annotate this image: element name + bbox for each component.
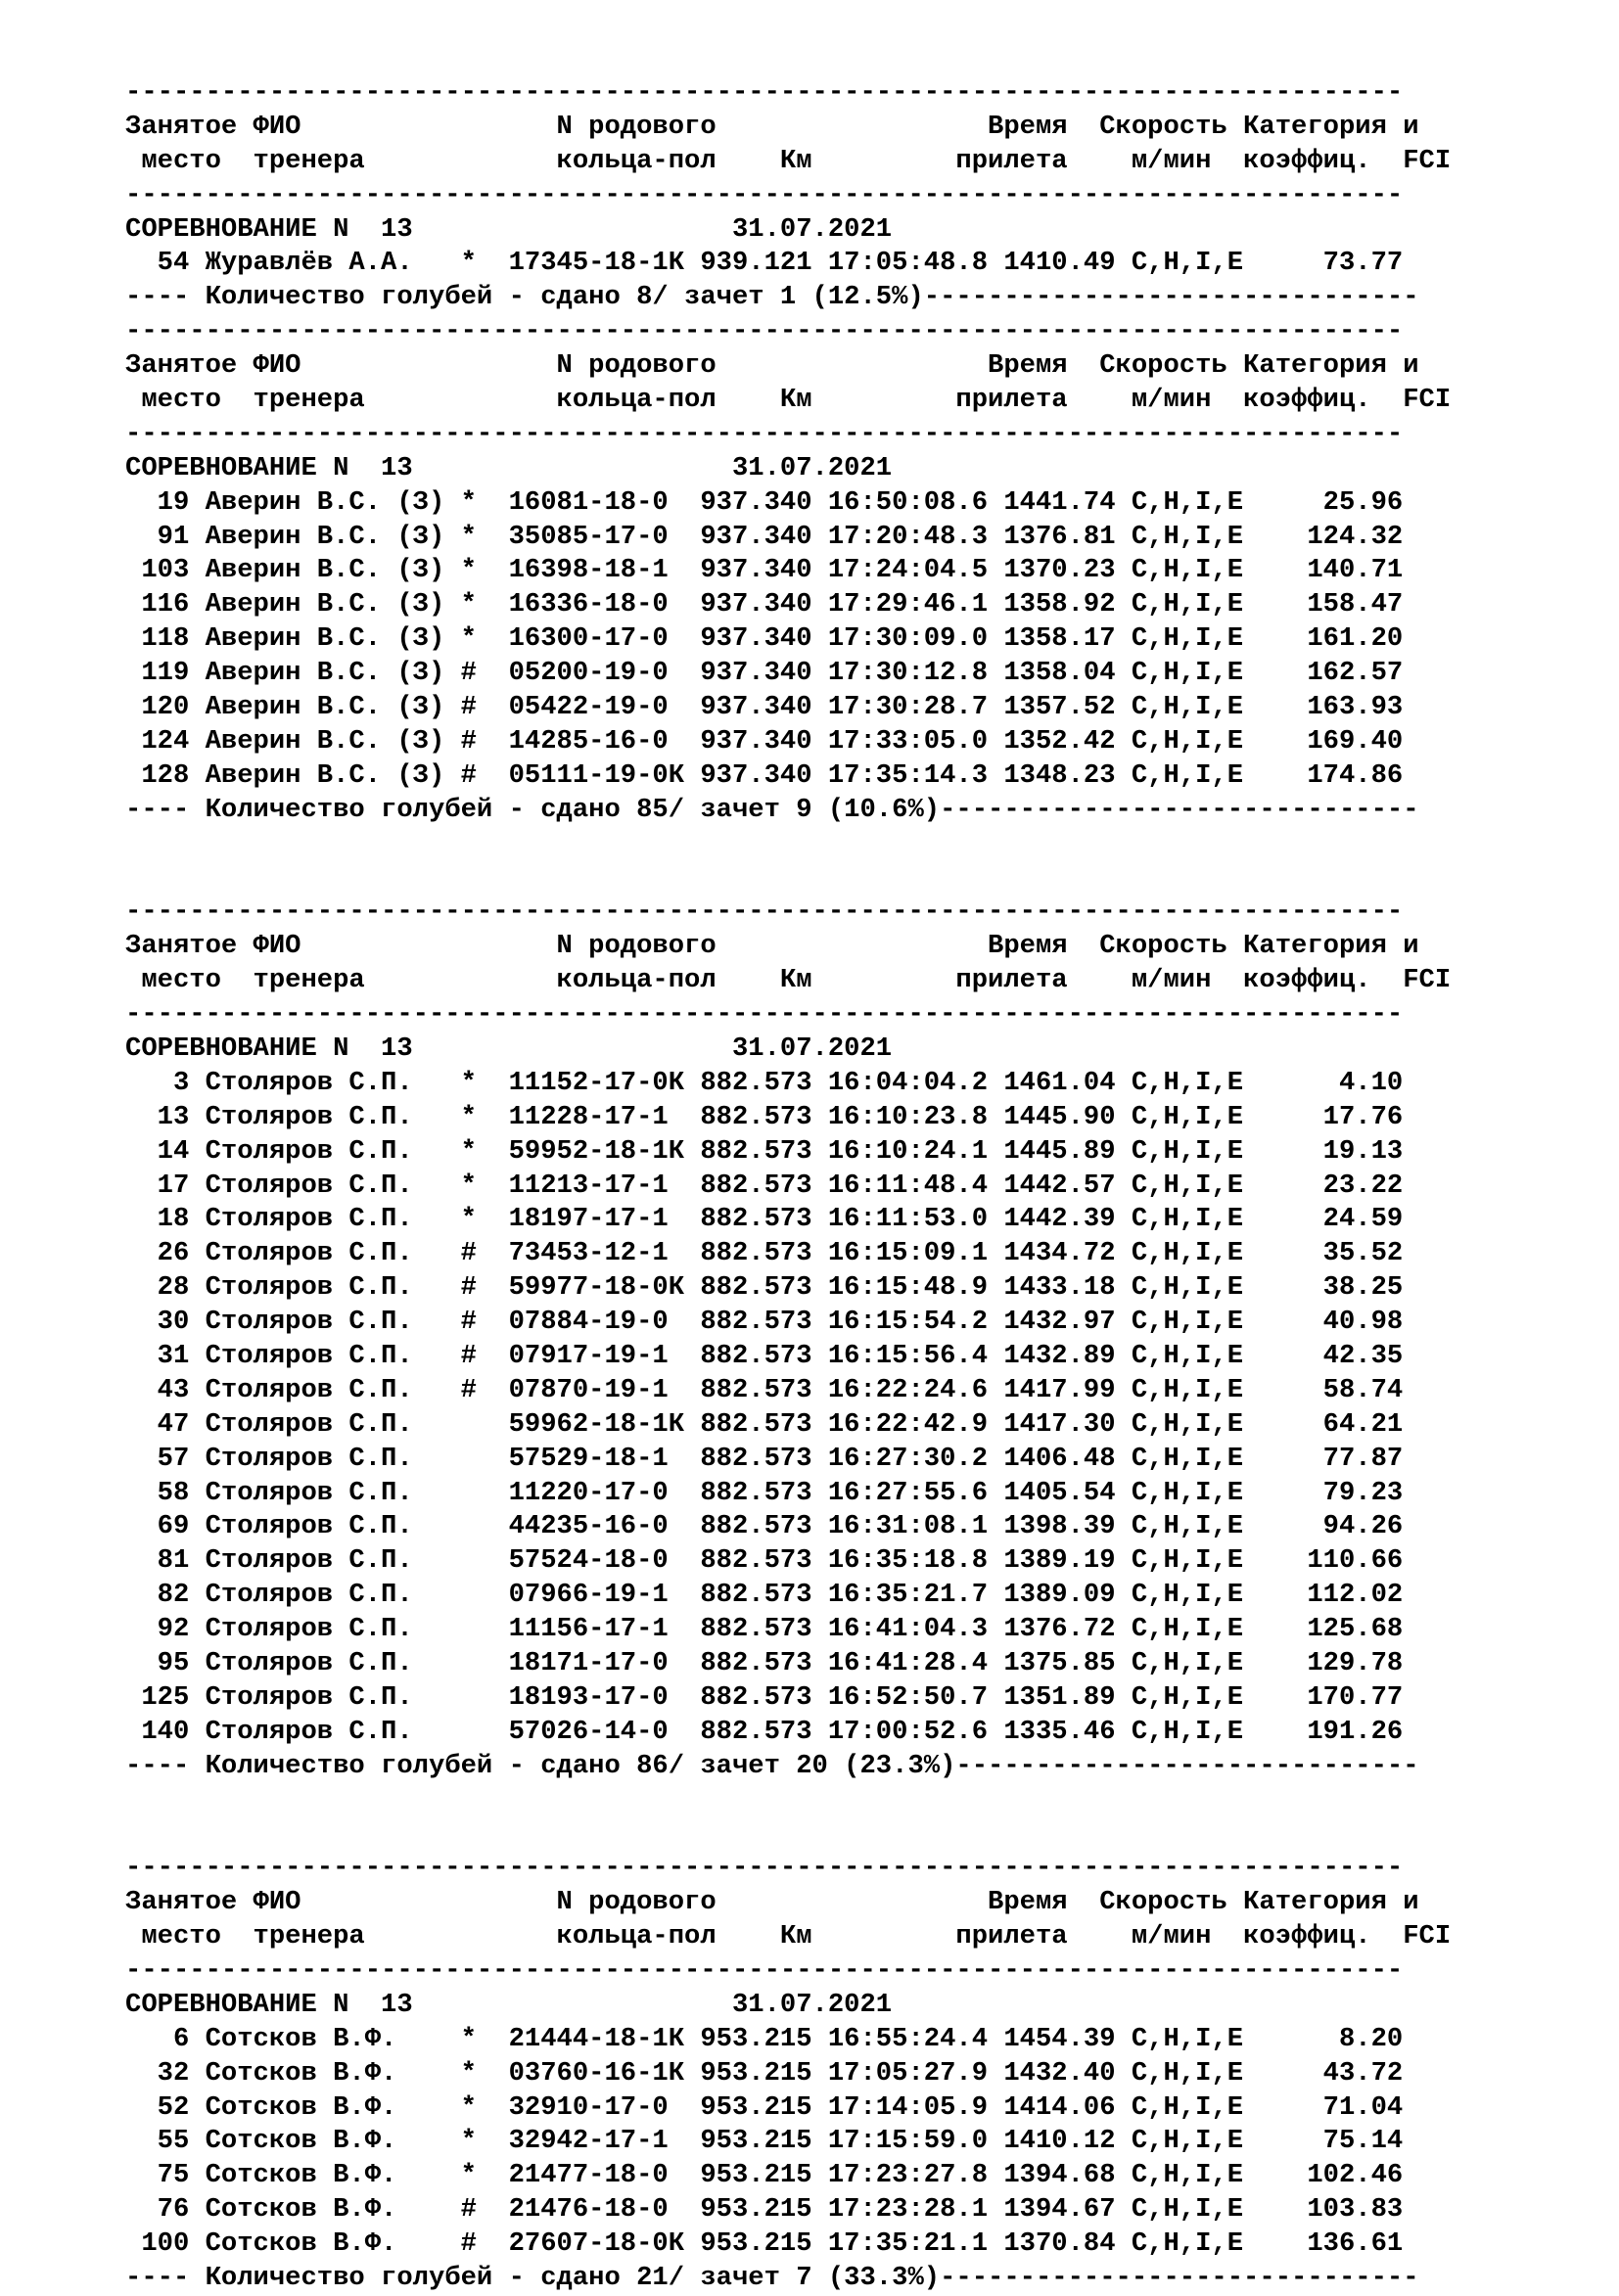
result-row: 124 Аверин В.С. (З) # 14285-16-0 937.340 17:33:05.0 1352.42 C,H,I,E 169.40	[125, 725, 1404, 757]
rule-line: --------------------------------------------------------------------------------	[125, 1955, 1404, 1987]
result-row: 43 Столяров С.П. # 07870-19-1 882.573 16:22:24.6 1417.99 C,H,I,E 58.74	[125, 1374, 1404, 1405]
column-header: место тренера кольца-пол Км прилета м/мин коэффиц. FCI	[125, 385, 1452, 416]
competition-title: СОРЕВНОВАНИЕ N 13 31.07.2021	[125, 1033, 893, 1064]
result-row: 31 Столяров С.П. # 07917-19-1 882.573 16:15:56.4 1432.89 C,H,I,E 42.35	[125, 1340, 1404, 1371]
result-row: 76 Сотсков В.Ф. # 21476-18-0 953.215 17:23:28.1 1394.67 C,H,I,E 103.83	[125, 2194, 1404, 2226]
summary-line: ---- Количество голубей - сдано 8/ зачет 1 (12.5%)-------------------------------	[125, 282, 1419, 313]
summary-line: ---- Количество голубей - сдано 21/ зачет 7 (33.3%)------------------------------	[125, 2263, 1419, 2294]
rule-line: --------------------------------------------------------------------------------	[125, 999, 1404, 1031]
column-header: Занятое ФИО N родового Время Скорость Категория и	[125, 111, 1419, 142]
result-row: 18 Столяров С.П. * 18197-17-1 882.573 16:11:53.0 1442.39 C,H,I,E 24.59	[125, 1204, 1404, 1235]
column-header: место тренера кольца-пол Км прилета м/мин коэффиц. FCI	[125, 1921, 1452, 1952]
rule-line: --------------------------------------------------------------------------------	[125, 418, 1404, 449]
result-row: 58 Столяров С.П. 11220-17-0 882.573 16:27:55.6 1405.54 C,H,I,E 79.23	[125, 1477, 1404, 1508]
competition-title: СОРЕВНОВАНИЕ N 13 31.07.2021	[125, 452, 893, 483]
result-row: 82 Столяров С.П. 07966-19-1 882.573 16:35:21.7 1389.09 C,H,I,E 112.02	[125, 1580, 1404, 1611]
result-row: 95 Столяров С.П. 18171-17-0 882.573 16:41:28.4 1375.85 C,H,I,E 129.78	[125, 1647, 1404, 1678]
result-row: 6 Сотсков В.Ф. * 21444-18-1К 953.215 16:55:24.4 1454.39 C,H,I,E 8.20	[125, 2023, 1404, 2054]
result-row: 81 Столяров С.П. 57524-18-0 882.573 16:35:18.8 1389.19 C,H,I,E 110.66	[125, 1545, 1404, 1577]
rule-line: --------------------------------------------------------------------------------	[125, 179, 1404, 210]
result-row: 32 Сотсков В.Ф. * 03760-16-1К 953.215 17:05:27.9 1432.40 C,H,I,E 43.72	[125, 2057, 1404, 2089]
result-row: 100 Сотсков В.Ф. # 27607-18-0К 953.215 17:35:21.1 1370.84 C,H,I,E 136.61	[125, 2228, 1404, 2260]
competition-title: СОРЕВНОВАНИЕ N 13 31.07.2021	[125, 213, 893, 245]
result-row: 14 Столяров С.П. * 59952-18-1К 882.573 16:10:24.1 1445.89 C,H,I,E 19.13	[125, 1135, 1404, 1167]
result-row: 17 Столяров С.П. * 11213-17-1 882.573 16:11:48.4 1442.57 C,H,I,E 23.22	[125, 1170, 1404, 1201]
result-row: 26 Столяров С.П. # 73453-12-1 882.573 16:15:09.1 1434.72 C,H,I,E 35.52	[125, 1238, 1404, 1269]
result-row: 91 Аверин В.С. (З) * 35085-17-0 937.340 17:20:48.3 1376.81 C,H,I,E 124.32	[125, 521, 1404, 552]
summary-line: ---- Количество голубей - сдано 85/ зачет 9 (10.6%)------------------------------	[125, 794, 1419, 825]
section-gap	[125, 828, 1613, 896]
column-header: Занятое ФИО N родового Время Скорость Категория и	[125, 1887, 1419, 1918]
competition-title: СОРЕВНОВАНИЕ N 13 31.07.2021	[125, 1989, 893, 2020]
result-row: 19 Аверин В.С. (З) * 16081-18-0 937.340 16:50:08.6 1441.74 C,H,I,E 25.96	[125, 486, 1404, 518]
result-row: 128 Аверин В.С. (З) # 05111-19-0К 937.340 17:35:14.3 1348.23 C,H,I,E 174.86	[125, 759, 1404, 791]
result-row: 92 Столяров С.П. 11156-17-1 882.573 16:41:04.3 1376.72 C,H,I,E 125.68	[125, 1614, 1404, 1645]
result-row: 140 Столяров С.П. 57026-14-0 882.573 17:00:52.6 1335.46 C,H,I,E 191.26	[125, 1716, 1404, 1747]
result-row: 52 Сотсков В.Ф. * 32910-17-0 953.215 17:14:05.9 1414.06 C,H,I,E 71.04	[125, 2091, 1404, 2123]
results-report	[125, 76, 1613, 2296]
rule-line: --------------------------------------------------------------------------------	[125, 1853, 1404, 1884]
section-gap	[125, 1784, 1613, 1853]
result-row: 57 Столяров С.П. 57529-18-1 882.573 16:27:30.2 1406.48 C,H,I,E 77.87	[125, 1443, 1404, 1474]
result-row: 69 Столяров С.П. 44235-16-0 882.573 16:31:08.1 1398.39 C,H,I,E 94.26	[125, 1511, 1404, 1542]
result-row: 13 Столяров С.П. * 11228-17-1 882.573 16:10:23.8 1445.90 C,H,I,E 17.76	[125, 1101, 1404, 1132]
column-header: Занятое ФИО N родового Время Скорость Категория и	[125, 350, 1419, 382]
summary-line: ---- Количество голубей - сдано 86/ зачет 20 (23.3%)-----------------------------	[125, 1750, 1419, 1781]
result-row: 120 Аверин В.С. (З) # 05422-19-0 937.340 17:30:28.7 1357.52 C,H,I,E 163.93	[125, 692, 1404, 723]
column-header: Занятое ФИО N родового Время Скорость Категория и	[125, 931, 1419, 962]
result-row: 28 Столяров С.П. # 59977-18-0К 882.573 16:15:48.9 1433.18 C,H,I,E 38.25	[125, 1272, 1404, 1304]
rule-line: --------------------------------------------------------------------------------	[125, 316, 1404, 347]
result-row: 119 Аверин В.С. (З) # 05200-19-0 937.340 17:30:12.8 1358.04 C,H,I,E 162.57	[125, 658, 1404, 689]
result-row: 116 Аверин В.С. (З) * 16336-18-0 937.340 17:29:46.1 1358.92 C,H,I,E 158.47	[125, 589, 1404, 620]
column-header: место тренера кольца-пол Км прилета м/мин коэффиц. FCI	[125, 145, 1452, 176]
rule-line: --------------------------------------------------------------------------------	[125, 896, 1404, 928]
result-row: 118 Аверин В.С. (З) * 16300-17-0 937.340 17:30:09.0 1358.17 C,H,I,E 161.20	[125, 623, 1404, 655]
result-row: 103 Аверин В.С. (З) * 16398-18-1 937.340 17:24:04.5 1370.23 C,H,I,E 140.71	[125, 555, 1404, 586]
result-row: 125 Столяров С.П. 18193-17-0 882.573 16:52:50.7 1351.89 C,H,I,E 170.77	[125, 1681, 1404, 1713]
column-header: место тренера кольца-пол Км прилета м/мин коэффиц. FCI	[125, 965, 1452, 996]
result-row: 75 Сотсков В.Ф. * 21477-18-0 953.215 17:23:27.8 1394.68 C,H,I,E 102.46	[125, 2160, 1404, 2191]
rule-line: --------------------------------------------------------------------------------	[125, 77, 1404, 108]
result-row: 54 Журавлёв А.А. * 17345-18-1К 939.121 17:05:48.8 1410.49 C,H,I,E 73.77	[125, 248, 1404, 279]
result-row: 30 Столяров С.П. # 07884-19-0 882.573 16:15:54.2 1432.97 C,H,I,E 40.98	[125, 1307, 1404, 1338]
result-row: 55 Сотсков В.Ф. * 32942-17-1 953.215 17:15:59.0 1410.12 C,H,I,E 75.14	[125, 2126, 1404, 2157]
result-row: 47 Столяров С.П. 59962-18-1К 882.573 16:22:42.9 1417.30 C,H,I,E 64.21	[125, 1408, 1404, 1440]
result-row: 3 Столяров С.П. * 11152-17-0К 882.573 16:04:04.2 1461.04 C,H,I,E 4.10	[125, 1067, 1404, 1098]
